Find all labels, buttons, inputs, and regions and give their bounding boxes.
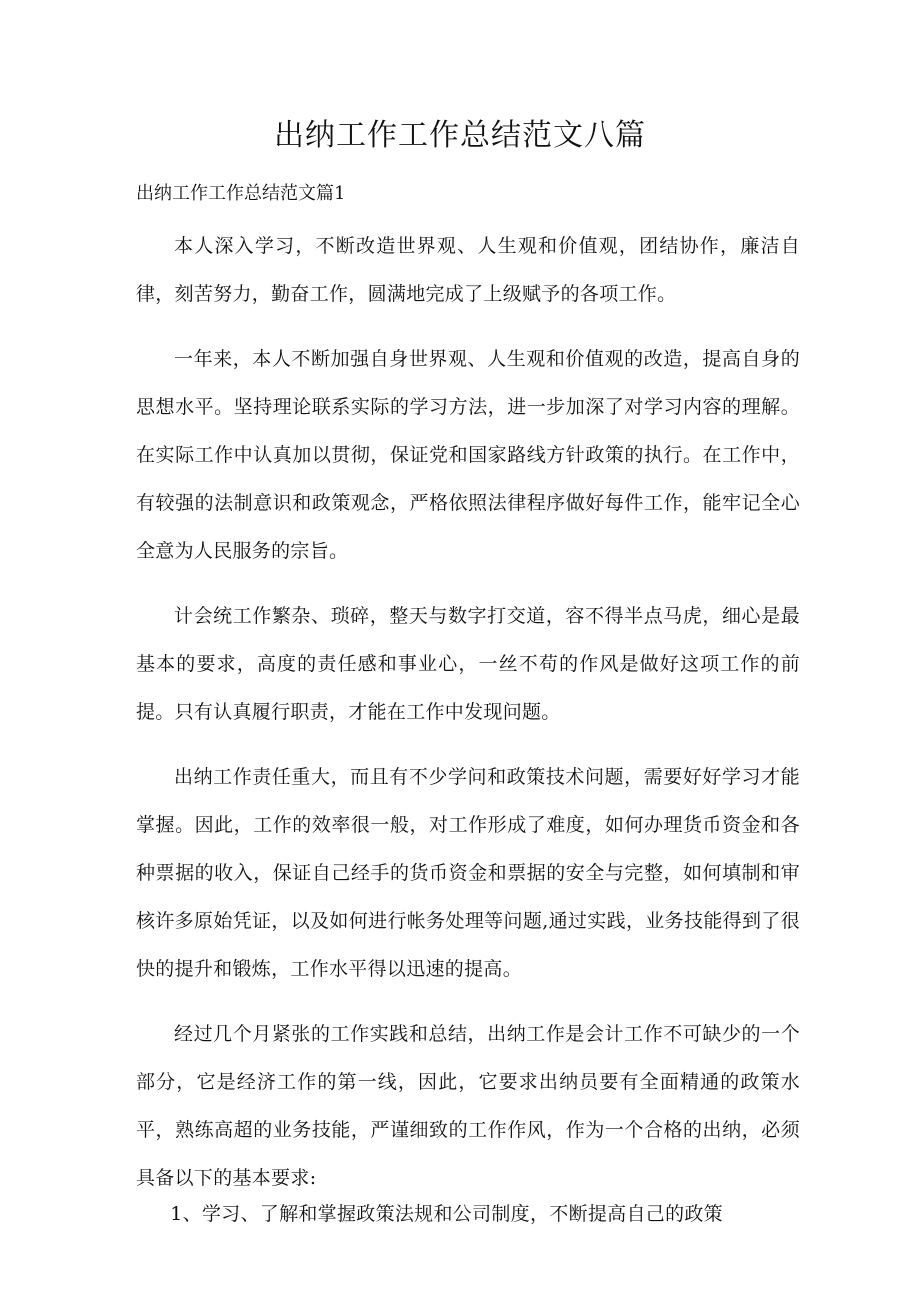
list-item-1: 1、学习、了解和掌握政策法规和公司制度，不断提高自己的政策 [170,1203,723,1225]
document-body [136,222,800,1232]
paragraph-5: 经过几个月紧张的工作实践和总结，出纳工作是会计工作不可缺少的一个部分，它是经济工作的第一线，因此，它要求出纳员要有全面精通的政策水平，熟练高超的业务技能，严谨细致的工作作风，作为一个合格的出纳，必须具备以下的基本要求: [136,1023,800,1189]
document-title: 出纳工作工作总结范文八篇 [274,118,646,153]
paragraph-2: 一年来，本人不断加强自身世界观、人生观和价值观的改造，提高自身的思想水平。坚持理论联系实际的学习方法，进一步加深了对学习内容的理解。在实际工作中认真加以贯彻，保证党和国家路线方针政策的执行。在工作中，有较强的法制意识和政策观念，严格依照法律程序做好每件工作，能牢记全心全意为人民服务的宗旨。 [136,348,800,562]
section-heading: 出纳工作工作总结范文篇1 [136,183,346,204]
paragraph-4: 出纳工作责任重大，而且有不少学问和政策技术问题，需要好好学习才能掌握。因此，工作的效率很一般，对工作形成了难度，如何办理货币资金和各种票据的收入，保证自己经手的货币资金和票据的安全与完整，如何填制和审核许多原始凭证，以及如何进行帐务处理等问题,通过实践，业务技能得到了很快的提升和锻炼，工作水平得以迅速的提高。 [136,766,800,980]
paragraph-3: 计会统工作繁杂、琐碎，整天与数字打交道，容不得半点马虎，细心是最基本的要求，高度的责任感和事业心，一丝不苟的作风是做好这项工作的前提。只有认真履行职责，才能在工作中发现问题。 [136,605,800,723]
paragraph-1: 本人深入学习，不断改造世界观、人生观和价值观，团结协作，廉洁自律，刻苦努力，勤奋工作，圆满地完成了上级赋予的各项工作。 [136,235,800,305]
